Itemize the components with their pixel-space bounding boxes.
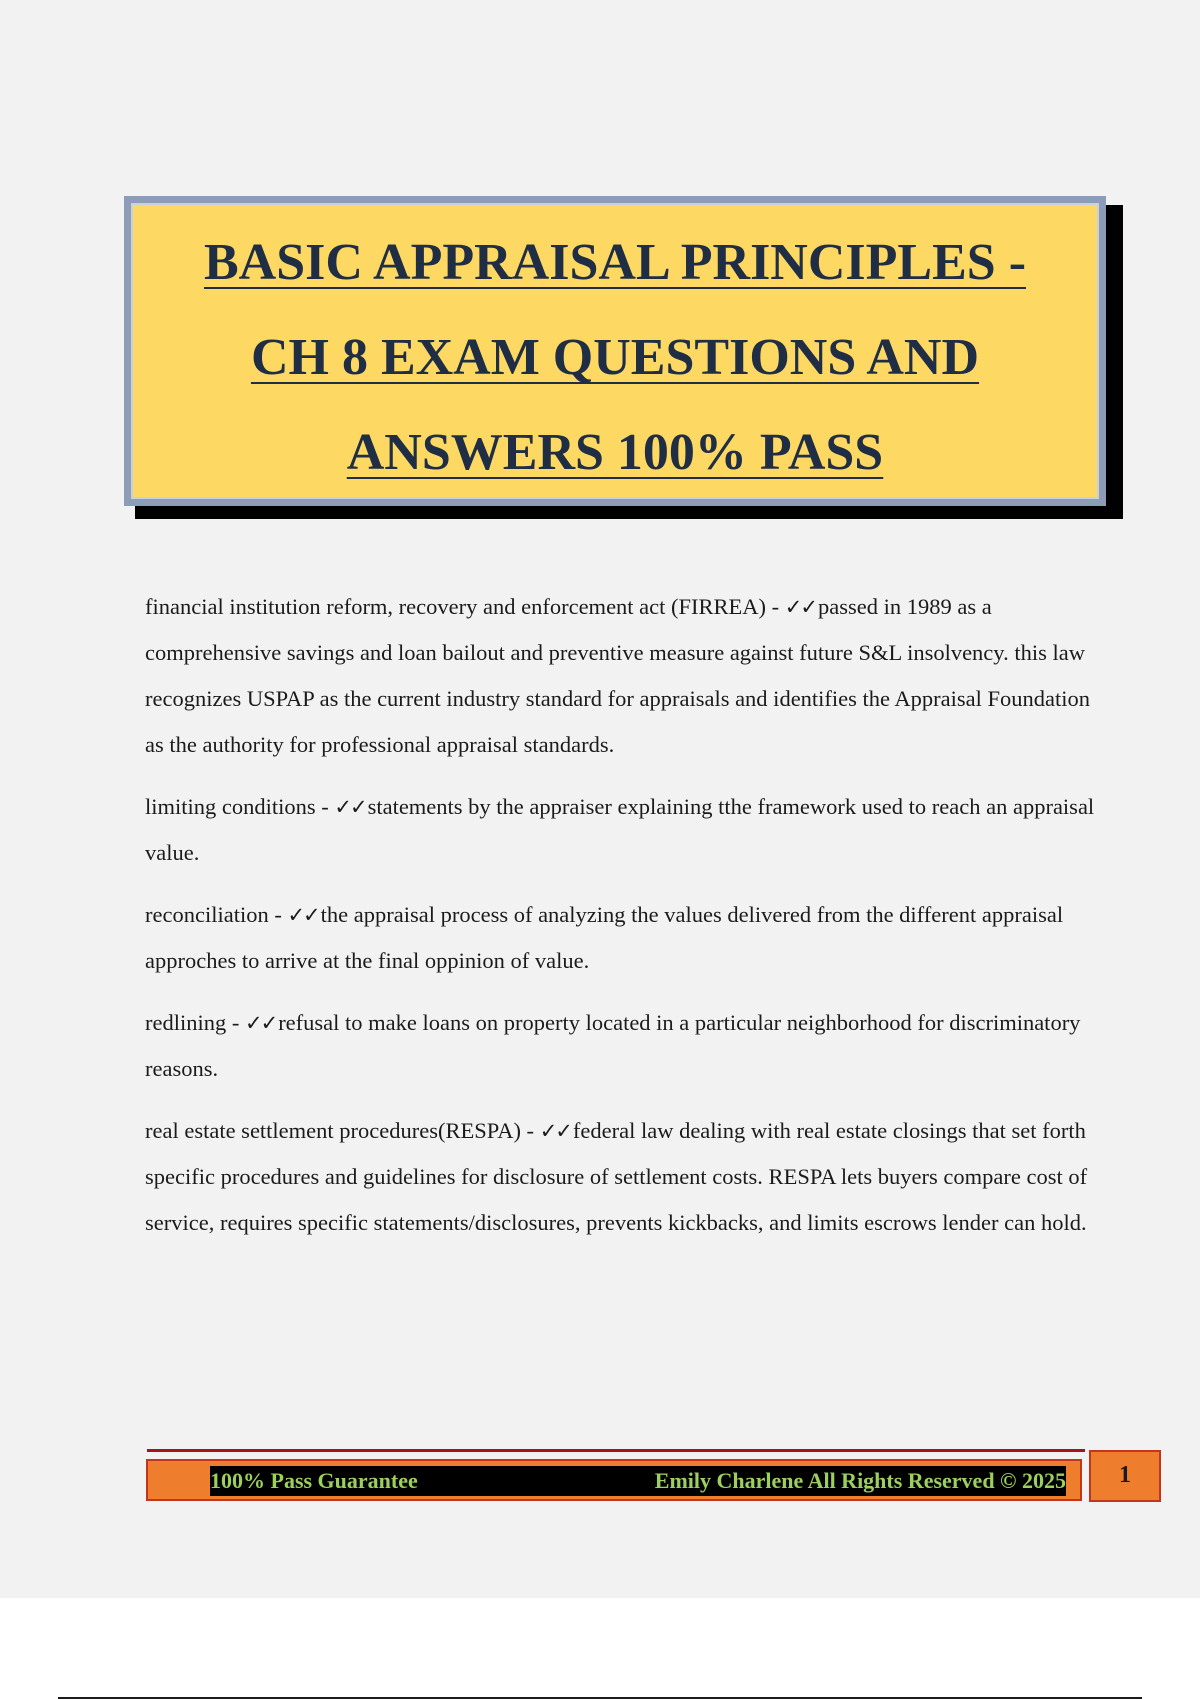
qa-list: [145, 584, 1105, 1262]
qa-entry-redlining: [145, 1000, 1105, 1092]
double-check-icon: ✓✓: [287, 903, 319, 927]
entry-term: reconciliation -: [145, 902, 288, 927]
entry-term: financial institution reform, recovery and enforcement act (FIRREA) -: [145, 594, 785, 619]
qa-entry-respa: [145, 1108, 1105, 1246]
footer-divider: [147, 1449, 1085, 1452]
entry-definition: passed in 1989 as a comprehensive savings and loan bailout and preventive measure against future S&L insolvency. this law recognizes USPAP as the current industry standard for appraisals and identifies the Appraisal Foundation as the authority for professional appraisal standards.: [145, 594, 1091, 757]
entry-term: limiting conditions -: [145, 794, 335, 819]
entry-term: redlining -: [145, 1010, 245, 1035]
double-check-icon: ✓✓: [334, 795, 366, 819]
viewer-bottom-divider: [58, 1697, 1142, 1699]
entry-definition: refusal to make loans on property located in a particular neighborhood for discriminatory reasons.: [145, 1010, 1081, 1081]
qa-entry-reconciliation: [145, 892, 1105, 984]
footer-guarantee-text: 100% Pass Guarantee: [210, 1468, 418, 1493]
double-check-icon: ✓✓: [539, 1119, 571, 1143]
title-box: [124, 196, 1106, 506]
qa-entry-firrea: [145, 584, 1105, 768]
entry-definition: statements by the appraiser explaining tthe framework used to reach an appraisal value.: [145, 794, 1095, 865]
qa-entry-limiting-conditions: [145, 784, 1105, 876]
double-check-icon: ✓✓: [244, 1011, 277, 1035]
entry-term: real estate settlement procedures(RESPA) -: [145, 1118, 540, 1143]
footer-text-band: [210, 1466, 1066, 1496]
page-number-box: [1089, 1450, 1161, 1502]
entry-definition: the appraisal process of analyzing the values delivered from the different appraisal approches to arrive at the final oppinion of value.: [145, 902, 1064, 973]
double-check-icon: ✓✓: [784, 595, 816, 619]
entry-definition: federal law dealing with real estate closings that set forth specific procedures and guidelines for disclosure of settlement costs. RESPA lets buyers compare cost of service, requires specific statements/disclosures, prevents kickbacks, and limits escrows lender can hold.: [145, 1118, 1088, 1235]
footer-copyright-text: Emily Charlene All Rights Reserved © 2025: [654, 1468, 1066, 1493]
page-number: 1: [1119, 1462, 1131, 1488]
title-line-3: ANSWERS 100% PASS: [346, 424, 884, 481]
title-line-2: CH 8 EXAM QUESTIONS AND: [250, 329, 980, 386]
title-line-1: BASIC APPRAISAL PRINCIPLES -: [203, 234, 1027, 291]
footer-bar: [146, 1459, 1082, 1501]
